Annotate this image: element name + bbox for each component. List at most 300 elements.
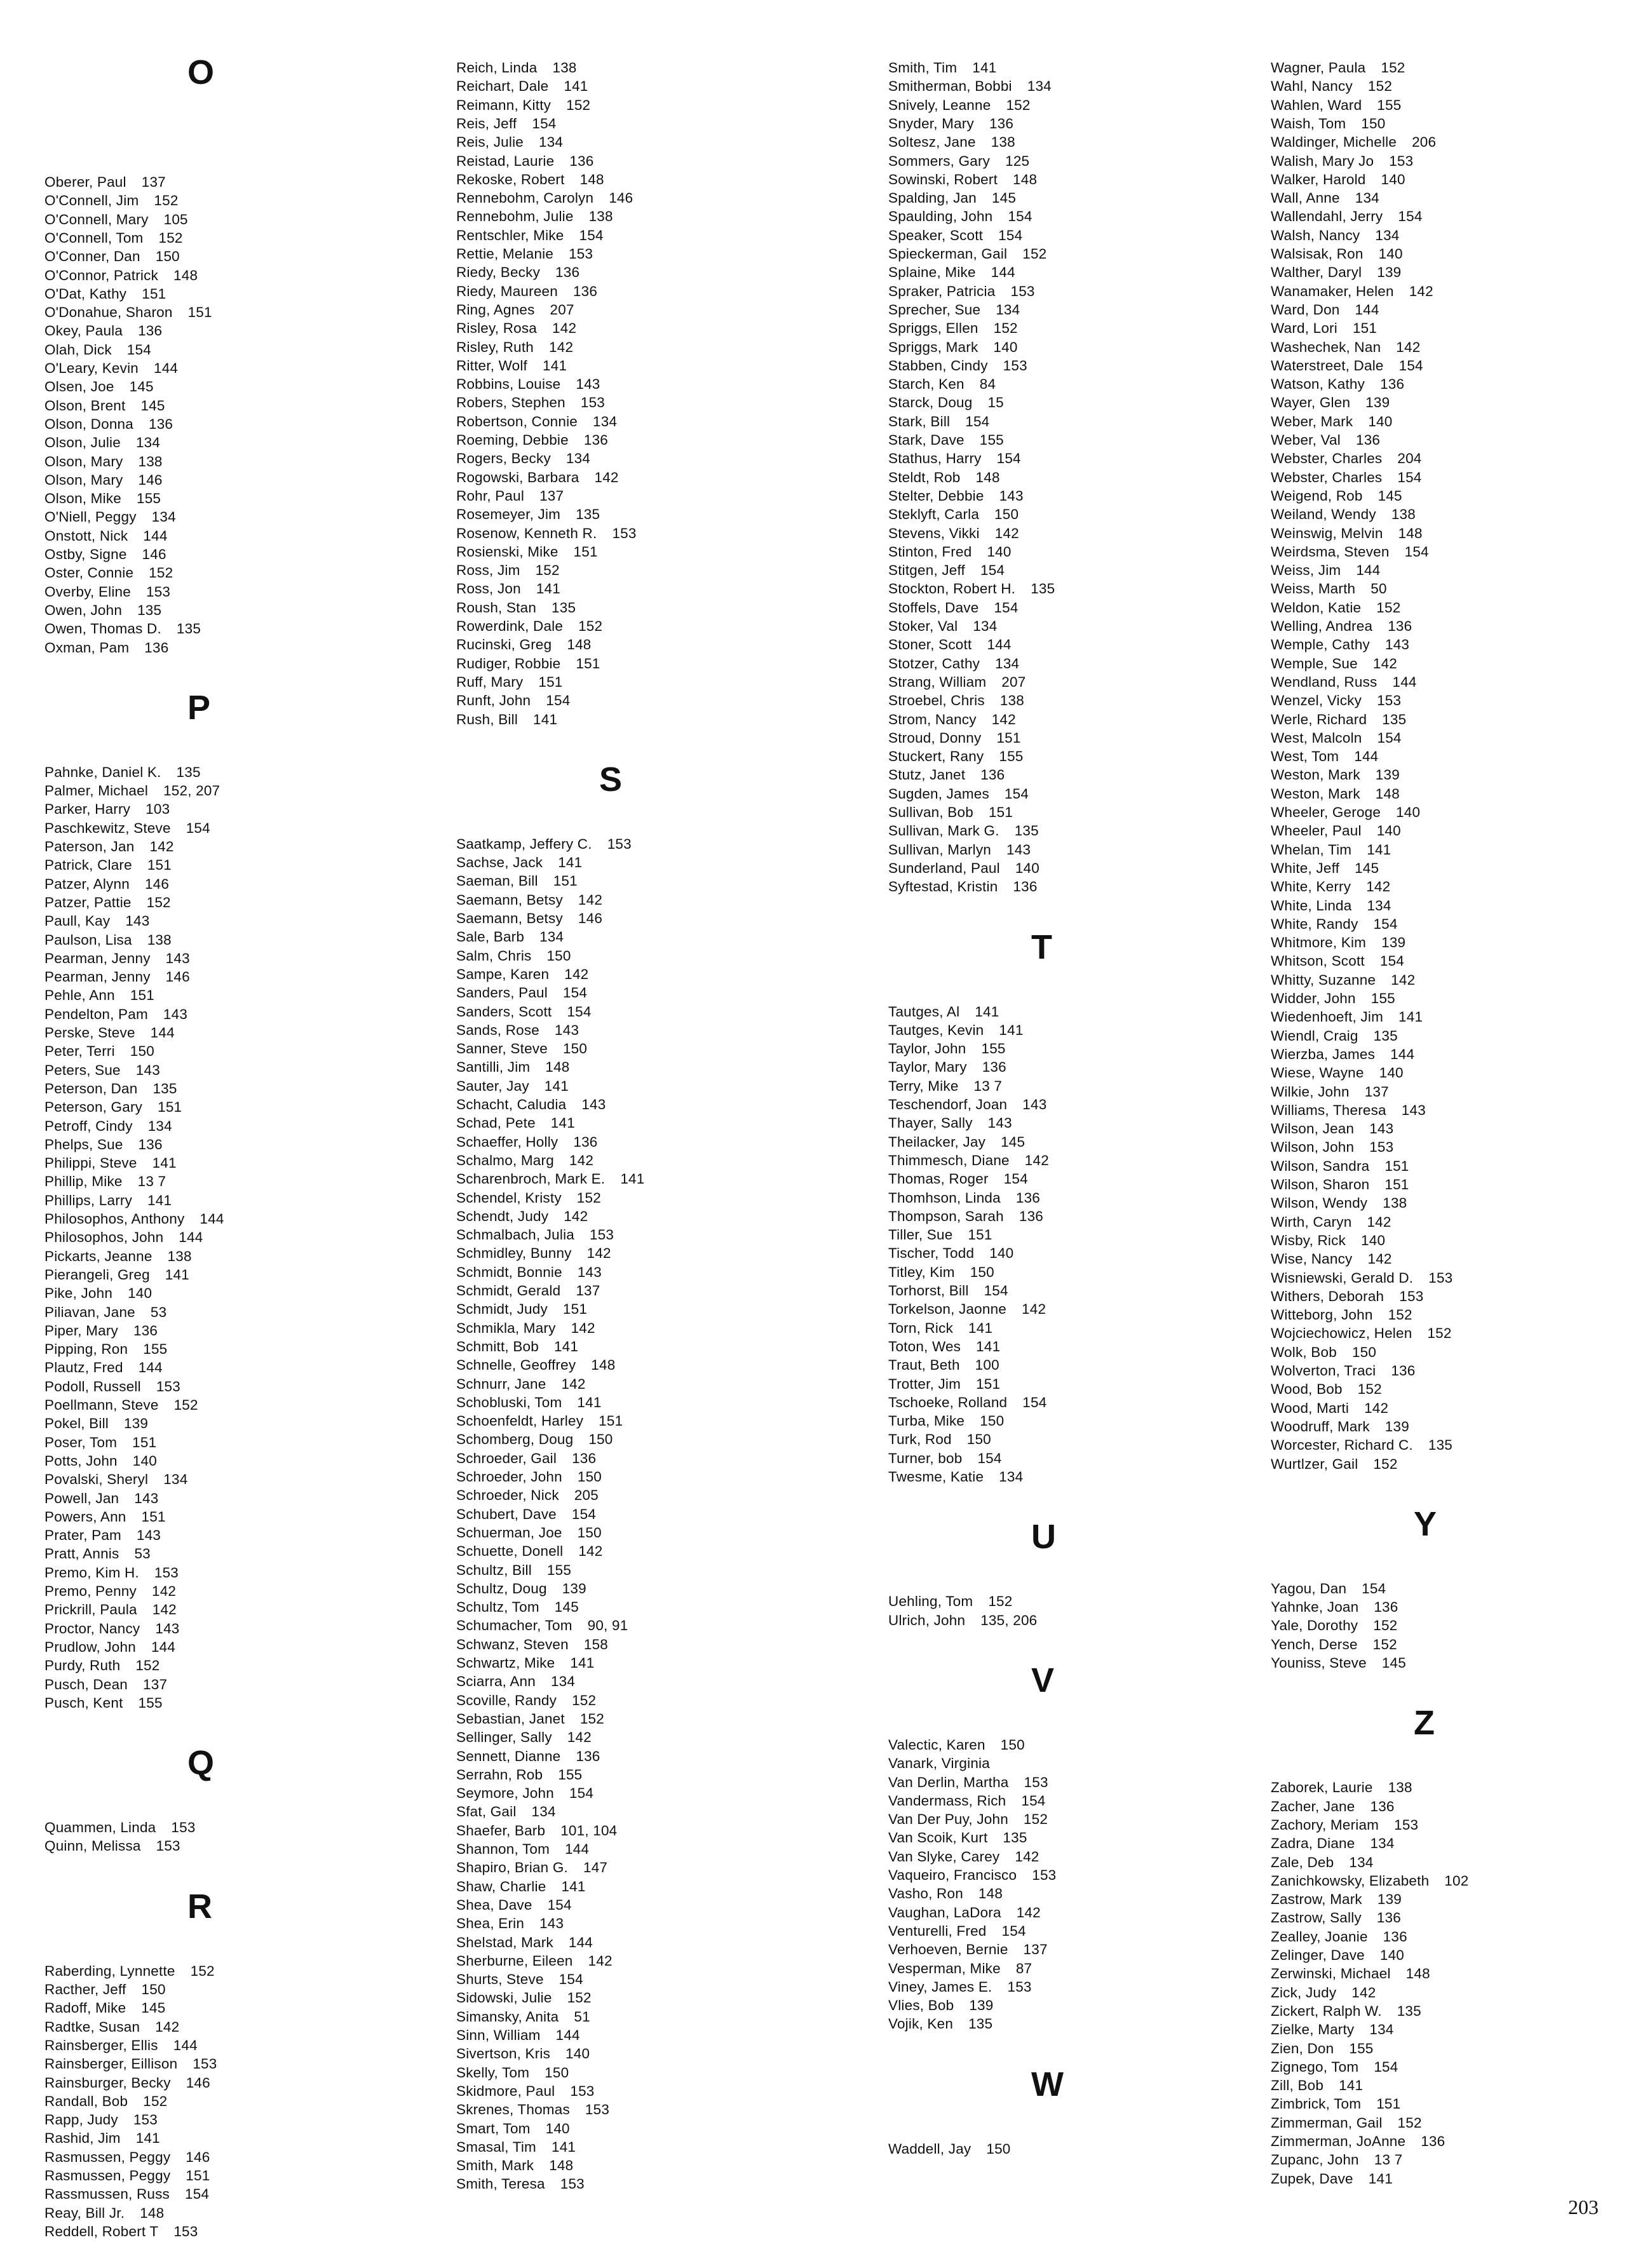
entry-page: 135 xyxy=(1382,711,1407,727)
index-entry xyxy=(888,1430,991,1448)
entry-page: 155 xyxy=(138,1694,163,1711)
index-entry xyxy=(1271,1083,1389,1101)
entry-name: Saemann, Betsy xyxy=(456,891,563,908)
index-entry xyxy=(44,583,170,601)
entry-page: 151 xyxy=(562,1301,588,1318)
index-entry xyxy=(456,1486,599,1504)
index-entry xyxy=(456,872,578,890)
index-entry xyxy=(456,58,577,77)
entry-name: Zachory, Meriam xyxy=(1271,1816,1379,1833)
entry-name: White, Randy xyxy=(1271,915,1358,932)
entry-page: 143 xyxy=(555,1022,579,1038)
entry-page: 154 xyxy=(1404,543,1429,560)
index-entry xyxy=(456,1002,592,1021)
index-entry xyxy=(1271,840,1391,859)
section-letter: Z xyxy=(1414,1704,1435,1743)
index-entry xyxy=(1271,77,1392,95)
entry-name: Wenzel, Vicky xyxy=(1271,692,1362,709)
entry-page: 150 xyxy=(130,1043,154,1060)
entry-page: 143 xyxy=(163,1006,188,1022)
entry-page: 142 xyxy=(149,839,174,854)
entry-page: 148 xyxy=(591,1357,616,1374)
entry-page: 134 xyxy=(999,1469,1024,1485)
index-entry xyxy=(888,877,1038,896)
entry-page: 140 xyxy=(132,1452,157,1469)
entry-name: Weiss, Marth xyxy=(1271,581,1356,597)
entry-page: 155 xyxy=(981,1041,1006,1057)
entry-page: 154 xyxy=(546,692,571,709)
entry-page: 137 xyxy=(141,174,166,190)
entry-name: Weiss, Jim xyxy=(1271,562,1341,579)
entry-name: Reis, Jeff xyxy=(456,115,517,132)
entry-page: 144 xyxy=(150,1025,175,1041)
index-entry xyxy=(888,207,1032,226)
index-entry xyxy=(456,1896,572,1914)
index-entry xyxy=(456,1858,607,1877)
entry-page: 153 xyxy=(156,1378,180,1394)
entry-name: Scharenbroch, Mark E. xyxy=(456,1171,606,1187)
entry-page: 136 xyxy=(572,1450,597,1466)
index-entry xyxy=(456,1263,602,1281)
entry-name: Olson, Mary xyxy=(44,471,123,488)
entry-name: Schultz, Tom xyxy=(456,1599,539,1616)
entry-page: 150 xyxy=(1000,1736,1025,1753)
entry-name: Skelly, Tom xyxy=(456,2064,530,2081)
entry-name: Skrenes, Thomas xyxy=(456,2102,570,2118)
entry-name: O'Donahue, Sharon xyxy=(44,304,173,321)
entry-page: 143 xyxy=(135,1062,160,1078)
index-entry xyxy=(1271,245,1403,263)
entry-name: Thomas, Roger xyxy=(888,1171,989,1187)
index-entry xyxy=(888,1170,1028,1188)
entry-name: Schuerman, Joe xyxy=(456,1524,562,1541)
entry-name: Pipping, Ron xyxy=(44,1341,128,1358)
index-entry xyxy=(456,487,564,505)
index-entry xyxy=(888,617,997,635)
entry-name: Walker, Harold xyxy=(1271,171,1366,187)
index-entry xyxy=(456,1375,586,1393)
index-entry xyxy=(1271,2095,1400,2113)
entry-page: 136 xyxy=(138,1136,163,1152)
entry-name: Schumacher, Tom xyxy=(456,1617,572,1634)
entry-name: Patzer, Alynn xyxy=(44,875,130,892)
index-entry xyxy=(1271,561,1380,579)
index-entry xyxy=(1271,933,1405,952)
entry-name: Wiedenhoeft, Jim xyxy=(1271,1009,1384,1025)
index-entry xyxy=(44,1228,203,1246)
index-entry xyxy=(1271,1138,1393,1156)
entry-page: 137 xyxy=(1023,1941,1048,1958)
index-entry xyxy=(456,891,602,909)
entry-page: 150 xyxy=(980,1413,1005,1429)
index-entry xyxy=(888,803,1013,821)
section-letter: Y xyxy=(1414,1504,1437,1543)
entry-page: 136 xyxy=(1013,879,1038,895)
entry-name: Rasmussen, Peggy xyxy=(44,2168,171,2184)
index-entry xyxy=(456,1412,623,1430)
index-entry xyxy=(1271,673,1417,691)
index-entry xyxy=(888,859,1039,877)
entry-name: Phelps, Sue xyxy=(44,1136,123,1152)
entry-name: Perske, Steve xyxy=(44,1025,135,1041)
index-entry xyxy=(456,1449,596,1468)
entry-name: Thomhson, Linda xyxy=(888,1189,1001,1206)
entry-name: Paschkewitz, Steve xyxy=(44,820,171,836)
entry-name: Smith, Mark xyxy=(456,2157,534,2174)
index-entry xyxy=(44,545,166,564)
entry-page: 146 xyxy=(142,546,166,562)
entry-name: Vaughan, LaDora xyxy=(888,1904,1001,1920)
entry-name: Stuckert, Rany xyxy=(888,748,984,765)
entry-page: 152 xyxy=(1381,60,1405,76)
entry-name: Tautges, Kevin xyxy=(888,1022,984,1038)
entry-name: Zupanc, John xyxy=(1271,2152,1359,2168)
entry-page: 145 xyxy=(1377,487,1402,504)
entry-page: 151 xyxy=(1384,1158,1409,1174)
entry-page: 154 xyxy=(984,1283,1008,1299)
entry-name: Williams, Theresa xyxy=(1271,1102,1386,1118)
entry-name: Strom, Nancy xyxy=(888,711,977,727)
entry-page: 137 xyxy=(1364,1083,1389,1100)
entry-name: Schendel, Kristy xyxy=(456,1189,562,1206)
index-entry xyxy=(1271,915,1398,933)
entry-name: Pokel, Bill xyxy=(44,1415,109,1432)
entry-page: 151 xyxy=(553,873,578,889)
entry-name: Vlies, Bob xyxy=(888,1997,954,2014)
entry-name: Radoff, Mike xyxy=(44,2000,126,2016)
entry-page: 144 xyxy=(565,1841,590,1857)
entry-name: Schnelle, Geoffrey xyxy=(456,1357,576,1374)
entry-page: 148 xyxy=(1398,525,1423,541)
entry-name: Yench, Derse xyxy=(1271,1636,1358,1652)
entry-page: 152 xyxy=(1376,599,1401,616)
entry-name: Robertson, Connie xyxy=(456,413,578,429)
entry-page: 134 xyxy=(539,134,564,151)
entry-name: Weldon, Katie xyxy=(1271,599,1362,616)
entry-page: 148 xyxy=(1405,1966,1430,1982)
entry-name: Soltesz, Jane xyxy=(888,134,976,151)
entry-page: 15 xyxy=(987,395,1004,411)
entry-name: Vojik, Ken xyxy=(888,2016,954,2032)
entry-page: 148 xyxy=(545,1059,570,1076)
index-entry xyxy=(456,207,613,226)
entry-page: 136 xyxy=(573,1133,598,1150)
index-entry xyxy=(888,412,989,431)
entry-name: Taylor, Mary xyxy=(888,1059,967,1076)
entry-page: 154 xyxy=(1379,953,1404,969)
index-entry xyxy=(44,912,149,930)
index-entry xyxy=(888,114,1013,133)
entry-name: Schmalbach, Julia xyxy=(456,1227,574,1243)
entry-name: Pike, John xyxy=(44,1285,113,1302)
entry-page: 142 xyxy=(561,1375,586,1392)
entry-page: 146 xyxy=(165,969,190,985)
entry-page: 139 xyxy=(1384,1418,1409,1434)
entry-page: 153 xyxy=(156,1838,180,1854)
entry-page: 153 xyxy=(1377,692,1402,709)
entry-name: Philippi, Steve xyxy=(44,1155,137,1171)
index-entry xyxy=(456,1654,594,1672)
index-entry xyxy=(888,1207,1043,1225)
index-entry xyxy=(456,338,573,356)
index-entry xyxy=(888,1281,1008,1300)
entry-page: 146 xyxy=(144,875,170,892)
index-entry xyxy=(456,2044,590,2063)
index-entry xyxy=(44,508,176,526)
index-entry xyxy=(456,561,560,579)
entry-name: Rogowski, Barbara xyxy=(456,469,579,485)
entry-page: 141 xyxy=(536,581,560,597)
index-entry xyxy=(456,2008,590,2026)
entry-page: 142 xyxy=(1015,1848,1039,1865)
entry-page: 100 xyxy=(975,1357,999,1374)
index-entry xyxy=(1271,896,1391,915)
index-entry xyxy=(44,1962,215,1980)
entry-page: 142 xyxy=(1366,879,1391,895)
index-entry xyxy=(888,1058,1006,1076)
entry-name: Venturelli, Fred xyxy=(888,1922,987,1939)
index-entry xyxy=(456,853,582,872)
index-entry xyxy=(888,1866,1056,1884)
entry-name: Zealley, Joanie xyxy=(1271,1928,1368,1945)
entry-name: Zadra, Diane xyxy=(1271,1835,1355,1852)
entry-page: 13 7 xyxy=(1374,2152,1403,2168)
index-entry xyxy=(1271,617,1412,635)
index-entry xyxy=(456,1635,608,1654)
index-entry xyxy=(456,1207,588,1225)
entry-page: 152 xyxy=(1373,1617,1398,1634)
index-entry xyxy=(1271,1778,1412,1797)
entry-name: White, Kerry xyxy=(1271,879,1351,895)
entry-page: 155 xyxy=(999,748,1024,765)
entry-name: Schroeder, Gail xyxy=(456,1450,557,1466)
entry-name: Witteborg, John xyxy=(1271,1307,1373,1323)
section-letter: Q xyxy=(187,1744,215,1783)
entry-page: 143 xyxy=(134,1490,159,1506)
index-entry xyxy=(44,1303,166,1321)
entry-name: Saemann, Betsy xyxy=(456,910,563,926)
entry-name: Wallendahl, Jerry xyxy=(1271,208,1383,225)
entry-page: 138 xyxy=(1391,506,1416,523)
entry-page: 145 xyxy=(1355,860,1379,876)
index-entry xyxy=(1271,1964,1430,1983)
index-entry xyxy=(888,1412,1004,1430)
entry-name: Stoker, Val xyxy=(888,618,958,634)
index-entry xyxy=(456,1225,614,1244)
index-entry xyxy=(456,835,632,853)
entry-name: Wanamaker, Helen xyxy=(1271,283,1394,299)
entry-name: Powell, Jan xyxy=(44,1490,119,1506)
entry-page: 152 xyxy=(158,229,183,246)
index-entry xyxy=(1271,319,1377,337)
entry-page: 154 xyxy=(977,1450,1002,1466)
entry-page: 140 xyxy=(1368,413,1393,429)
index-entry xyxy=(44,1414,148,1433)
entry-page: 148 xyxy=(567,637,592,653)
entry-name: Pusch, Dean xyxy=(44,1676,128,1692)
entry-name: Quammen, Linda xyxy=(44,1819,156,1836)
entry-page: 135 xyxy=(137,602,162,618)
entry-name: Zimbrick, Tom xyxy=(1271,2096,1362,2112)
entry-page: 138 xyxy=(1388,1779,1412,1796)
entry-name: Wiendl, Craig xyxy=(1271,1027,1358,1044)
entry-page: 144 xyxy=(1355,301,1379,318)
entry-page: 53 xyxy=(134,1546,151,1562)
index-entry xyxy=(888,1375,1000,1393)
entry-page: 102 xyxy=(1444,1872,1469,1889)
entry-page: 139 xyxy=(1377,264,1402,281)
index-entry xyxy=(1271,1175,1409,1194)
entry-page: 154 xyxy=(1001,1922,1026,1939)
entry-name: Pierangeli, Greg xyxy=(44,1266,150,1283)
entry-name: Schwanz, Steven xyxy=(456,1636,569,1652)
index-entry xyxy=(888,282,1035,300)
index-entry xyxy=(1271,524,1423,543)
index-entry xyxy=(1271,1119,1393,1138)
entry-name: Purdy, Ruth xyxy=(44,1657,121,1674)
index-entry xyxy=(44,564,173,582)
index-entry xyxy=(456,1133,598,1151)
entry-name: Zastrow, Mark xyxy=(1271,1891,1362,1908)
index-entry xyxy=(456,1784,593,1802)
entry-name: Prudlow, John xyxy=(44,1638,136,1655)
index-entry xyxy=(888,2140,1011,2158)
index-entry xyxy=(888,1754,1005,1772)
entry-page: 154 xyxy=(558,1971,583,1988)
index-entry xyxy=(456,319,576,337)
entry-page: 142 xyxy=(552,320,577,337)
index-entry xyxy=(456,1952,613,1970)
entry-name: Rettie, Melanie xyxy=(456,246,554,262)
entry-name: Schoenfeldt, Harley xyxy=(456,1413,584,1429)
entry-name: Phillips, Larry xyxy=(44,1192,133,1208)
entry-page: 136 xyxy=(1383,1928,1407,1945)
entry-page: 141 xyxy=(999,1022,1024,1038)
entry-name: Pendelton, Pam xyxy=(44,1006,148,1022)
entry-page: 141 xyxy=(551,2138,576,2155)
index-entry xyxy=(1271,1927,1407,1946)
entry-page: 144 xyxy=(1354,748,1379,765)
index-entry xyxy=(456,1300,587,1318)
entry-page: 150 xyxy=(562,1041,588,1057)
entry-page: 145 xyxy=(1001,1133,1025,1150)
entry-name: Youniss, Steve xyxy=(1271,1655,1367,1671)
entry-name: Woodruff, Mark xyxy=(1271,1418,1370,1434)
entry-page: 141 xyxy=(543,357,567,374)
index-entry xyxy=(456,1970,583,1988)
index-entry xyxy=(44,1563,179,1582)
entry-name: Sidowski, Julie xyxy=(456,1990,552,2006)
index-entry xyxy=(1271,1287,1423,1306)
entry-page: 152 xyxy=(1373,1455,1398,1472)
entry-name: Rapp, Judy xyxy=(44,2112,118,2128)
entry-page: 134 xyxy=(1349,1854,1374,1870)
index-entry xyxy=(456,1840,589,1858)
entry-page: 148 xyxy=(173,267,198,283)
entry-page: 154 xyxy=(1398,208,1423,225)
index-entry xyxy=(888,673,1025,691)
index-entry xyxy=(456,947,571,965)
entry-name: Sfat, Gail xyxy=(456,1804,517,1820)
entry-name: Shelstad, Mark xyxy=(456,1934,553,1950)
entry-page: 144 xyxy=(991,264,1015,281)
entry-name: Schmidt, Judy xyxy=(456,1301,548,1318)
entry-name: Oberer, Paul xyxy=(44,174,126,190)
index-entry xyxy=(456,300,574,319)
entry-page: 148 xyxy=(978,1886,1003,1902)
index-entry xyxy=(44,1321,158,1340)
entry-name: Tischer, Todd xyxy=(888,1245,975,1262)
index-entry xyxy=(1271,170,1405,189)
index-entry xyxy=(888,1592,1012,1610)
index-entry xyxy=(44,1600,177,1619)
entry-name: Olson, Mary xyxy=(44,453,123,469)
entry-name: Viney, James E. xyxy=(888,1978,992,1995)
index-entry xyxy=(1271,1269,1452,1287)
entry-name: Schwartz, Mike xyxy=(456,1655,555,1671)
entry-name: Rosienski, Mike xyxy=(456,543,558,560)
index-entry xyxy=(1271,1908,1401,1927)
entry-name: Walther, Daryl xyxy=(1271,264,1362,281)
entry-page: 154 xyxy=(1008,208,1032,225)
entry-page: 152 xyxy=(566,97,591,113)
entry-page: 135 xyxy=(176,621,201,637)
index-entry xyxy=(1271,1579,1386,1598)
index-entry xyxy=(44,2166,210,2185)
entry-name: Robbins, Louise xyxy=(456,376,561,393)
entry-page: 144 xyxy=(1356,562,1381,579)
entry-name: Powers, Ann xyxy=(44,1508,126,1525)
entry-name: Strang, William xyxy=(888,673,987,690)
entry-name: O'Connor, Patrick xyxy=(44,267,159,283)
entry-page: 140 xyxy=(565,2046,590,2062)
index-entry xyxy=(44,1117,172,1135)
entry-name: Olson, Julie xyxy=(44,435,121,451)
entry-name: Paull, Kay xyxy=(44,913,111,929)
entry-page: 136 xyxy=(576,1748,600,1764)
entry-page: 155 xyxy=(143,1341,168,1358)
entry-name: Riedy, Maureen xyxy=(456,283,558,299)
entry-page: 135 xyxy=(152,1080,177,1097)
entry-page: 140 xyxy=(1361,1232,1386,1248)
entry-name: Saeman, Bill xyxy=(456,873,538,889)
index-entry xyxy=(456,2156,573,2175)
entry-page: 154 xyxy=(562,985,588,1001)
index-entry xyxy=(888,1393,1046,1412)
entry-page: 154 xyxy=(965,413,990,429)
entry-name: Thimmesch, Diane xyxy=(888,1152,1010,1168)
index-entry xyxy=(456,1319,595,1337)
entry-name: Sivertson, Kris xyxy=(456,2046,551,2062)
entry-page: 155 xyxy=(1371,990,1395,1006)
entry-name: Trotter, Jim xyxy=(888,1375,961,1392)
entry-page: 207 xyxy=(550,301,574,318)
entry-name: Ward, Lori xyxy=(1271,320,1337,337)
index-entry xyxy=(1271,1045,1414,1063)
entry-name: Zimmerman, JoAnne xyxy=(1271,2133,1406,2149)
entry-name: Shea, Erin xyxy=(456,1915,525,1932)
entry-page: 138 xyxy=(147,931,172,948)
entry-page: 153 xyxy=(1399,1288,1424,1304)
entry-name: Schmidley, Bunny xyxy=(456,1245,572,1262)
entry-page: 134 xyxy=(539,929,564,945)
index-entry xyxy=(888,1449,1002,1468)
entry-name: Paterson, Jan xyxy=(44,839,135,854)
entry-name: Wood, Marti xyxy=(1271,1400,1350,1416)
index-entry xyxy=(456,1691,596,1710)
index-entry xyxy=(44,377,154,396)
entry-page: 138 xyxy=(588,208,613,225)
